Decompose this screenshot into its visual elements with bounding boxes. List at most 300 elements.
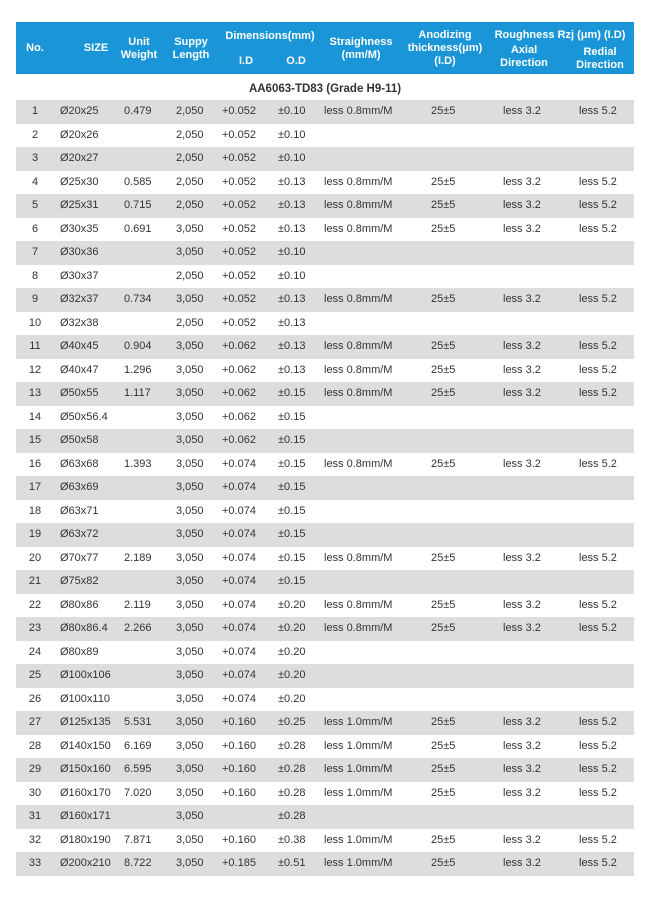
cell-size: Ø63x68 (60, 457, 99, 470)
cell-size: Ø20x27 (60, 152, 99, 164)
cell-str: less 0.8mm/M (324, 222, 393, 235)
cell-id: +0.052 (222, 293, 256, 305)
header-axial-line1: Axial (510, 44, 538, 56)
cell-no: 6 (31, 222, 39, 235)
cell-id: +0.052 (222, 175, 256, 188)
cell-od: ±0.13 (278, 363, 306, 376)
cell-weight: 2.189 (124, 551, 152, 564)
cell-id: +0.074 (222, 481, 256, 493)
cell-len: 3,050 (176, 716, 204, 728)
cell-str: less 0.8mm/M (324, 622, 393, 634)
cell-id: +0.052 (222, 222, 256, 235)
header-suppy-length-line2: Length (172, 49, 210, 61)
cell-str: less 1.0mm/M (324, 716, 393, 728)
cell-size: Ø40x47 (60, 363, 99, 376)
header-dimensions: Dimensions(mm) (225, 30, 315, 42)
cell-no: 20 (28, 551, 42, 564)
cell-size: Ø30x36 (60, 246, 99, 258)
table-row (16, 664, 634, 688)
cell-no: 13 (28, 387, 42, 399)
table-row (16, 735, 634, 759)
cell-str: less 0.8mm/M (324, 387, 393, 399)
cell-len: 3,050 (176, 669, 204, 681)
cell-no: 7 (31, 246, 39, 258)
cell-len: 3,050 (176, 387, 204, 399)
cell-weight: 8.722 (124, 857, 152, 869)
table-row (16, 500, 634, 524)
cell-od: ±0.20 (278, 692, 306, 705)
header-axial (492, 44, 556, 70)
cell-str: less 0.8mm/M (324, 598, 393, 611)
cell-no: 4 (31, 175, 39, 188)
cell-id: +0.160 (222, 786, 256, 799)
cell-id: +0.074 (222, 504, 256, 517)
header-anodizing-line3: (I.D) (434, 55, 456, 67)
cell-len: 3,050 (176, 575, 204, 587)
cell-od: ±0.13 (278, 222, 306, 235)
cell-id: +0.160 (222, 716, 256, 728)
cell-ax: less 3.2 (503, 293, 541, 305)
table-row (16, 406, 634, 430)
cell-no: 9 (31, 293, 39, 305)
cell-od: ±0.38 (278, 833, 306, 846)
cell-rad: less 5.2 (579, 551, 617, 564)
cell-no: 22 (28, 598, 42, 611)
cell-weight: 5.531 (124, 716, 152, 728)
cell-no: 26 (28, 692, 42, 705)
cell-weight: 7.020 (124, 786, 152, 799)
cell-ax: less 3.2 (503, 105, 541, 117)
cell-len: 3,050 (176, 857, 204, 869)
cell-weight: 0.585 (124, 175, 152, 188)
cell-ax: less 3.2 (503, 857, 541, 869)
cell-od: ±0.15 (278, 551, 306, 564)
cell-str: less 0.8mm/M (324, 457, 393, 470)
cell-size: Ø160x171 (60, 810, 111, 822)
cell-size: Ø160x170 (60, 786, 111, 799)
cell-od: ±0.20 (278, 598, 306, 611)
cell-no: 32 (28, 833, 42, 846)
cell-rad: less 5.2 (579, 340, 617, 352)
header-od: O.D (286, 55, 306, 67)
cell-od: ±0.10 (278, 246, 306, 258)
cell-id: +0.052 (222, 246, 256, 258)
cell-size: Ø50x58 (60, 434, 99, 446)
cell-ano: 25±5 (431, 293, 456, 305)
cell-rad: less 5.2 (579, 763, 617, 775)
cell-len: 3,050 (176, 786, 204, 799)
cell-weight: 1.296 (124, 363, 152, 376)
header-unit-weight (116, 36, 162, 62)
cell-id: +0.074 (222, 622, 256, 634)
cell-len: 3,050 (176, 340, 204, 352)
cell-len: 2,050 (176, 152, 204, 164)
cell-len: 3,050 (176, 763, 204, 775)
cell-len: 2,050 (176, 316, 204, 329)
cell-len: 3,050 (176, 810, 204, 822)
cell-id: +0.062 (222, 410, 256, 423)
cell-len: 3,050 (176, 222, 204, 235)
cell-od: ±0.10 (278, 152, 306, 164)
cell-ano: 25±5 (431, 222, 456, 235)
cell-id: +0.052 (222, 105, 256, 117)
cell-ano: 25±5 (431, 340, 456, 352)
cell-size: Ø63x71 (60, 504, 99, 517)
cell-id: +0.074 (222, 598, 256, 611)
cell-size: Ø63x72 (60, 528, 99, 540)
cell-ax: less 3.2 (503, 622, 541, 634)
cell-size: Ø25x30 (60, 175, 99, 188)
cell-str: less 1.0mm/M (324, 763, 393, 775)
cell-od: ±0.13 (278, 175, 306, 188)
table-row (16, 429, 634, 453)
cell-no: 23 (28, 622, 42, 634)
cell-ano: 25±5 (431, 387, 456, 399)
cell-len: 3,050 (176, 363, 204, 376)
cell-ax: less 3.2 (503, 199, 541, 211)
table-row (16, 688, 634, 712)
cell-rad: less 5.2 (579, 716, 617, 728)
cell-len: 3,050 (176, 504, 204, 517)
cell-od: ±0.15 (278, 434, 306, 446)
table-row (16, 218, 634, 242)
cell-size: Ø20x26 (60, 128, 99, 141)
cell-od: ±0.15 (278, 575, 306, 587)
cell-id: +0.052 (222, 128, 256, 141)
cell-id: +0.052 (222, 199, 256, 211)
cell-no: 16 (28, 457, 42, 470)
cell-ano: 25±5 (431, 551, 456, 564)
cell-ax: less 3.2 (503, 716, 541, 728)
cell-weight: 7.871 (124, 833, 152, 846)
cell-rad: less 5.2 (579, 175, 617, 188)
cell-size: Ø30x37 (60, 269, 99, 282)
cell-ax: less 3.2 (503, 551, 541, 564)
cell-size: Ø50x55 (60, 387, 99, 399)
cell-ax: less 3.2 (503, 363, 541, 376)
cell-len: 2,050 (176, 128, 204, 141)
cell-rad: less 5.2 (579, 222, 617, 235)
cell-ax: less 3.2 (503, 833, 541, 846)
cell-od: ±0.25 (278, 716, 306, 728)
cell-str: less 0.8mm/M (324, 293, 393, 305)
cell-ax: less 3.2 (503, 786, 541, 799)
cell-no: 11 (29, 340, 41, 352)
cell-size: Ø75x82 (60, 575, 99, 587)
cell-od: ±0.13 (278, 199, 306, 211)
cell-id: +0.062 (222, 434, 256, 446)
cell-ax: less 3.2 (503, 222, 541, 235)
cell-len: 3,050 (176, 551, 204, 564)
cell-rad: less 5.2 (579, 622, 617, 634)
header-unit-weight-line2: Weight (120, 49, 158, 61)
cell-str: less 1.0mm/M (324, 833, 393, 846)
cell-len: 2,050 (176, 269, 204, 282)
cell-od: ±0.15 (278, 457, 306, 470)
header-redial-line2: Direction (576, 59, 624, 71)
cell-od: ±0.13 (278, 340, 306, 352)
cell-rad: less 5.2 (579, 363, 617, 376)
cell-len: 3,050 (176, 622, 204, 634)
table-row (16, 852, 634, 876)
cell-no: 33 (28, 857, 42, 869)
cell-ax: less 3.2 (503, 739, 541, 752)
cell-size: Ø150x160 (60, 763, 111, 775)
cell-od: ±0.28 (278, 763, 306, 775)
cell-len: 3,050 (176, 457, 204, 470)
cell-ax: less 3.2 (503, 387, 541, 399)
cell-no: 21 (28, 575, 42, 587)
cell-od: ±0.15 (278, 504, 306, 517)
table-row (16, 711, 634, 735)
table-row (16, 570, 634, 594)
cell-ano: 25±5 (431, 175, 456, 188)
table-row (16, 359, 634, 383)
header-anodizing-line1: Anodizing (418, 29, 472, 41)
cell-size: Ø140x150 (60, 739, 111, 752)
cell-no: 15 (28, 434, 42, 446)
cell-weight: 0.715 (124, 199, 152, 211)
table-row (16, 829, 634, 853)
cell-no: 8 (31, 269, 39, 282)
cell-str: less 0.8mm/M (324, 199, 393, 211)
cell-ax: less 3.2 (503, 340, 541, 352)
cell-len: 3,050 (176, 645, 204, 658)
cell-size: Ø32x37 (60, 293, 99, 305)
table-row (16, 382, 634, 406)
cell-size: Ø100x106 (60, 669, 111, 681)
cell-size: Ø80x86 (60, 598, 99, 611)
table-row (16, 523, 634, 547)
cell-ax: less 3.2 (503, 175, 541, 188)
cell-id: +0.052 (222, 269, 256, 282)
header-anodizing (402, 29, 488, 68)
grade-title: AA6063-TD83 (Grade H9-11) (248, 83, 402, 95)
cell-ano: 25±5 (431, 716, 456, 728)
cell-len: 3,050 (176, 598, 204, 611)
header-redial-line1: Redial (583, 46, 617, 58)
cell-str: less 0.8mm/M (324, 551, 393, 564)
table-row (16, 476, 634, 500)
cell-size: Ø20x25 (60, 105, 99, 117)
cell-no: 27 (28, 716, 42, 728)
cell-str: less 0.8mm/M (324, 363, 393, 376)
cell-size: Ø30x35 (60, 222, 99, 235)
cell-len: 3,050 (176, 434, 204, 446)
cell-od: ±0.20 (278, 622, 306, 634)
cell-rad: less 5.2 (579, 293, 617, 305)
header-id: I.D (238, 55, 254, 67)
cell-rad: less 5.2 (579, 199, 617, 211)
cell-no: 2 (31, 128, 39, 141)
cell-str: less 1.0mm/M (324, 857, 393, 869)
cell-no: 28 (28, 739, 42, 752)
cell-id: +0.074 (222, 669, 256, 681)
cell-weight: 0.691 (124, 222, 152, 235)
cell-no: 19 (28, 528, 42, 540)
cell-od: ±0.51 (278, 857, 306, 869)
cell-size: Ø200x210 (60, 857, 111, 869)
cell-len: 2,050 (176, 175, 204, 188)
cell-od: ±0.10 (278, 269, 306, 282)
header-suppy-length-line1: Suppy (174, 36, 208, 48)
cell-no: 10 (28, 316, 42, 329)
table-row (16, 241, 634, 265)
cell-weight: 0.904 (124, 340, 152, 352)
header-straightness (321, 36, 401, 62)
cell-ano: 25±5 (431, 786, 456, 799)
cell-size: Ø63x69 (60, 481, 99, 493)
header-unit-weight-line1: Unit (128, 36, 150, 48)
cell-id: +0.074 (222, 575, 256, 587)
cell-id: +0.074 (222, 692, 256, 705)
table-row (16, 124, 634, 148)
cell-size: Ø100x110 (60, 692, 110, 705)
cell-size: Ø40x45 (60, 340, 99, 352)
cell-weight: 6.595 (124, 763, 152, 775)
cell-rad: less 5.2 (579, 105, 617, 117)
table-row (16, 594, 634, 618)
cell-od: ±0.15 (278, 528, 306, 540)
cell-rad: less 5.2 (579, 833, 617, 846)
cell-size: Ø32x38 (60, 316, 99, 329)
cell-id: +0.062 (222, 363, 256, 376)
cell-od: ±0.13 (278, 316, 306, 329)
cell-no: 3 (31, 152, 39, 164)
cell-no: 30 (28, 786, 42, 799)
cell-ano: 25±5 (431, 598, 456, 611)
header-axial-line2: Direction (500, 57, 548, 69)
cell-id: +0.074 (222, 457, 256, 470)
cell-od: ±0.10 (278, 128, 306, 141)
cell-no: 17 (28, 481, 42, 493)
cell-len: 3,050 (176, 739, 204, 752)
cell-no: 25 (28, 669, 42, 681)
table-row (16, 641, 634, 665)
header-size: SIZE (83, 42, 109, 54)
cell-len: 3,050 (176, 481, 204, 493)
table-body (16, 100, 634, 876)
header-roughness: Roughness Rzj (μm) (I.D) (494, 29, 626, 41)
header-suppy-length (166, 36, 216, 62)
cell-od: ±0.15 (278, 410, 306, 423)
cell-len: 3,050 (176, 528, 204, 540)
cell-rad: less 5.2 (579, 387, 617, 399)
cell-id: +0.052 (222, 316, 256, 329)
cell-id: +0.052 (222, 152, 256, 164)
cell-weight: 0.479 (124, 105, 152, 117)
header-anodizing-line2: thickness(μm) (407, 42, 483, 54)
cell-str: less 1.0mm/M (324, 786, 393, 799)
table-row (16, 617, 634, 641)
cell-len: 2,050 (176, 199, 204, 211)
cell-ano: 25±5 (431, 763, 456, 775)
cell-str: less 1.0mm/M (324, 739, 393, 752)
cell-size: Ø80x86.4 (60, 622, 108, 634)
header-straightness-line1: Straighness (329, 36, 393, 48)
cell-ax: less 3.2 (503, 457, 541, 470)
table-row (16, 265, 634, 289)
cell-size: Ø50x56.4 (60, 410, 108, 423)
cell-od: ±0.15 (278, 481, 306, 493)
table-row (16, 312, 634, 336)
cell-weight: 1.393 (124, 457, 152, 470)
cell-id: +0.160 (222, 739, 256, 752)
table-row (16, 335, 634, 359)
cell-od: ±0.20 (278, 669, 306, 681)
table-header (16, 22, 634, 74)
cell-ano: 25±5 (431, 739, 456, 752)
cell-size: Ø80x89 (60, 645, 99, 658)
cell-id: +0.185 (222, 857, 256, 869)
cell-ano: 25±5 (431, 857, 456, 869)
table-row (16, 547, 634, 571)
header-straightness-line2: (mm/M) (341, 49, 381, 61)
table-row (16, 782, 634, 806)
cell-ano: 25±5 (431, 622, 456, 634)
cell-rad: less 5.2 (579, 457, 617, 470)
table-row (16, 100, 634, 124)
cell-str: less 0.8mm/M (324, 105, 393, 117)
cell-ano: 25±5 (431, 833, 456, 846)
cell-od: ±0.10 (278, 105, 306, 117)
cell-od: ±0.28 (278, 739, 306, 752)
cell-od: ±0.20 (278, 645, 306, 658)
table-row (16, 805, 634, 829)
cell-ano: 25±5 (431, 199, 456, 211)
cell-ax: less 3.2 (503, 763, 541, 775)
cell-no: 14 (28, 410, 42, 423)
table-row (16, 171, 634, 195)
cell-str: less 0.8mm/M (324, 340, 393, 352)
cell-no: 31 (28, 810, 42, 822)
table-row (16, 288, 634, 312)
table-row (16, 194, 634, 218)
cell-ano: 25±5 (431, 363, 456, 376)
cell-od: ±0.28 (278, 786, 306, 799)
cell-rad: less 5.2 (579, 857, 617, 869)
cell-od: ±0.28 (278, 810, 306, 822)
cell-id: +0.160 (222, 833, 256, 846)
cell-rad: less 5.2 (579, 598, 617, 611)
cell-len: 3,050 (176, 293, 204, 305)
cell-no: 12 (28, 363, 42, 376)
cell-size: Ø25x31 (60, 199, 99, 211)
cell-len: 3,050 (176, 410, 204, 423)
cell-size: Ø180x190 (60, 833, 111, 846)
cell-ano: 25±5 (431, 105, 456, 117)
cell-id: +0.160 (222, 763, 256, 775)
cell-no: 29 (28, 763, 42, 775)
cell-weight: 2.119 (124, 598, 151, 611)
cell-no: 24 (28, 645, 42, 658)
cell-rad: less 5.2 (579, 739, 617, 752)
cell-rad: less 5.2 (579, 786, 617, 799)
cell-ax: less 3.2 (503, 598, 541, 611)
cell-len: 3,050 (176, 833, 204, 846)
cell-id: +0.062 (222, 340, 256, 352)
cell-size: Ø70x77 (60, 551, 99, 564)
cell-no: 1 (31, 105, 39, 117)
cell-len: 3,050 (176, 692, 204, 705)
cell-od: ±0.13 (278, 293, 306, 305)
header-redial (568, 46, 632, 72)
cell-len: 3,050 (176, 246, 204, 258)
cell-id: +0.062 (222, 387, 256, 399)
cell-weight: 2.266 (124, 622, 152, 634)
table-row (16, 147, 634, 171)
cell-size: Ø125x135 (60, 716, 111, 728)
